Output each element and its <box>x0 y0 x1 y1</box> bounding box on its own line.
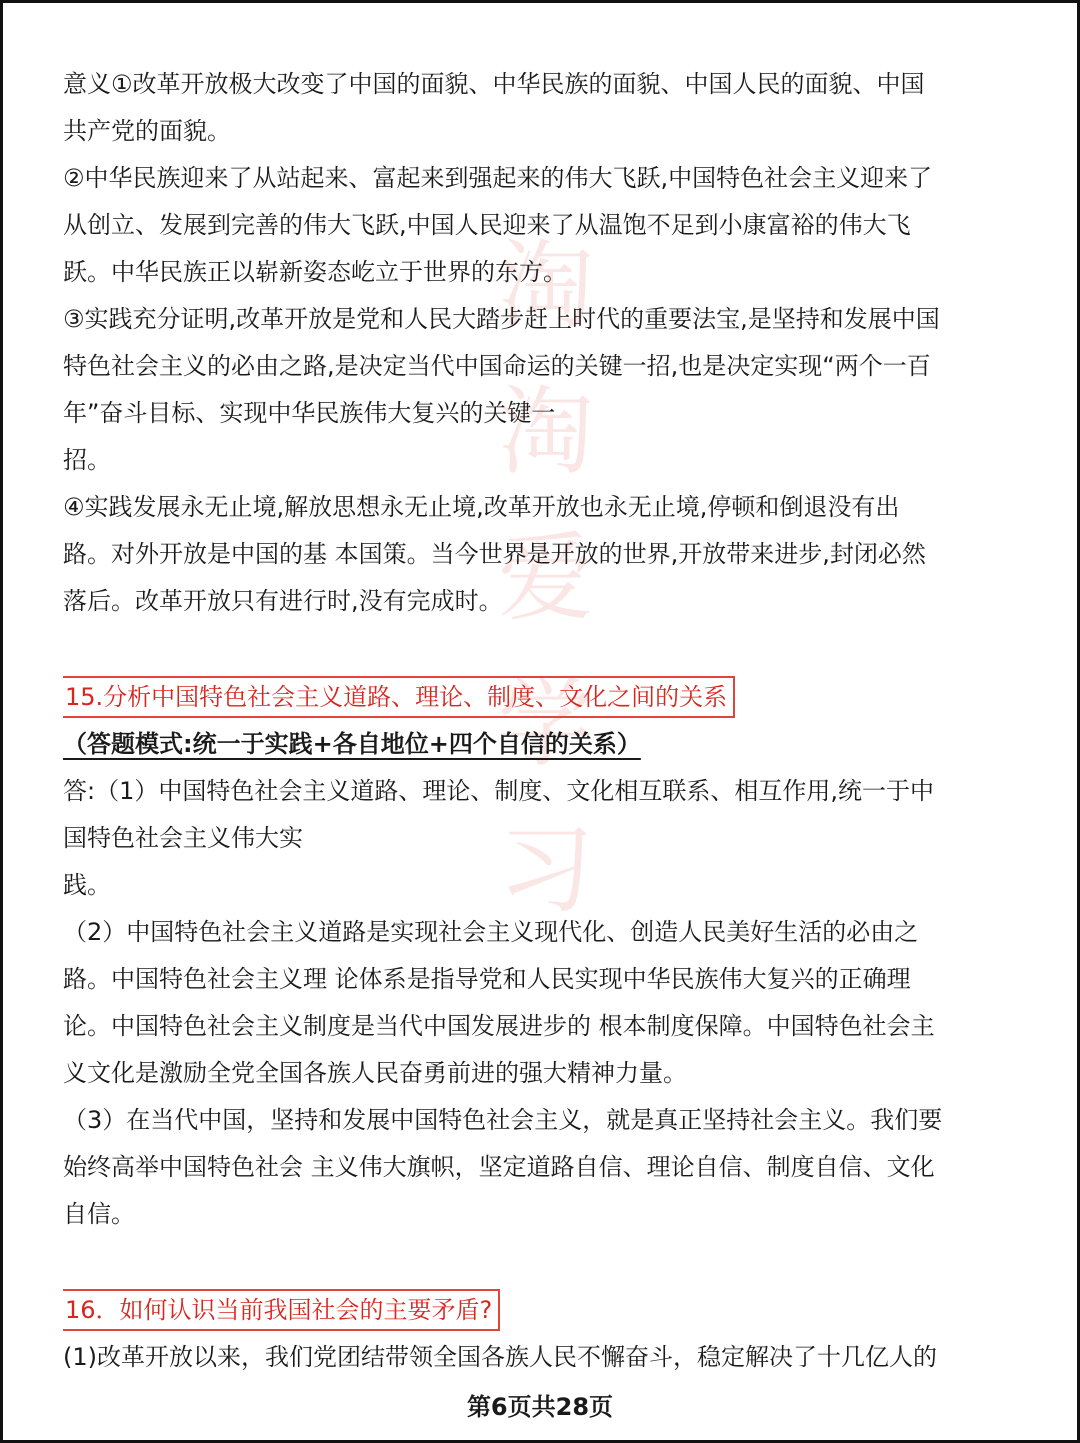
text-line: 年”奋斗目标、实现中华民族伟大复兴的关键一 <box>63 399 556 427</box>
watermark-char: 淘 <box>498 230 594 342</box>
text-line: 共产党的面貌。 <box>63 117 231 145</box>
question-16-title: 16．如何认识当前我国社会的主要矛盾? <box>63 1289 500 1331</box>
text-line: 落后。改革开放只有进行时,没有完成时。 <box>63 587 503 615</box>
spacer <box>63 625 1028 672</box>
text-line: 义文化是激励全党全国各族人民奋勇前进的强大精神力量。 <box>63 1059 687 1087</box>
text-line: 跃。中华民族正以崭新姿态屹立于世界的东方。 <box>63 258 567 286</box>
watermark-char: 爱 <box>498 522 594 634</box>
text-line: 特色社会主义的必由之路,是决定当代中国命运的关键一招,也是决定实现“两个一百 <box>63 352 931 380</box>
text-line: 国特色社会主义伟大实 <box>63 824 303 852</box>
page-number: 第6页共28页 <box>466 1393 614 1421</box>
text-line: 答:（1）中国特色社会主义道路、理论、制度、文化相互联系、相互作用,统一于中 <box>63 777 934 805</box>
text-line: 践。 <box>63 871 111 899</box>
document-body <box>63 61 1028 1381</box>
text-line: 始终高举中国特色社会 主义伟大旗帜，坚定道路自信、理论自信、制度自信、文化 <box>63 1153 935 1181</box>
watermark-char: 习 <box>498 814 594 926</box>
text-line: （3）在当代中国，坚持和发展中国特色社会主义，就是真正坚持社会主义。我们要 <box>63 1106 943 1134</box>
question-15-title: 15.分析中国特色社会主义道路、理论、制度、文化之间的关系 <box>63 676 735 718</box>
text-line: 意义①改革开放极大改变了中国的面貌、中华民族的面貌、中国人民的面貌、中国 <box>63 70 925 98</box>
spacer <box>63 1238 1028 1285</box>
text-line: ②中华民族迎来了从站起来、富起来到强起来的伟大飞跃,中国特色社会主义迎来了 <box>63 164 933 192</box>
text-line: 路。中国特色社会主义理 论体系是指导党和人民实现中华民族伟大复兴的正确理 <box>63 965 911 993</box>
section-14-answer <box>63 61 1028 625</box>
watermark-char: 学 <box>498 668 594 780</box>
section-15 <box>63 672 1028 1238</box>
text-line: 论。中国特色社会主义制度是当代中国发展进步的 根本制度保障。中国特色社会主 <box>63 1012 935 1040</box>
watermark-char: 淘 <box>498 376 594 488</box>
answer-mode-note: （答题模式:统一于实践+各自地位+四个自信的关系） <box>63 730 641 758</box>
text-line: ④实践发展永无止境,解放思想永无止境,改革开放也永无止境,停顿和倒退没有出 <box>63 493 900 521</box>
text-line: ③实践充分证明,改革开放是党和人民大踏步赶上时代的重要法宝,是坚持和发展中国 <box>63 305 940 333</box>
text-line: 从创立、发展到完善的伟大飞跃,中国人民迎来了从温饱不足到小康富裕的伟大飞 <box>63 211 911 239</box>
text-line: 路。对外开放是中国的基 本国策。当今世界是开放的世界,开放带来进步,封闭必然 <box>63 540 926 568</box>
text-line: 招。 <box>63 446 111 474</box>
text-line: (1)改革开放以来，我们党团结带领全国各族人民不懈奋斗，稳定解决了十几亿人的 <box>63 1343 937 1371</box>
section-16 <box>63 1285 1028 1381</box>
text-line: （2）中国特色社会主义道路是实现社会主义现代化、创造人民美好生活的必由之 <box>63 918 919 946</box>
text-line: 自信。 <box>63 1200 135 1228</box>
